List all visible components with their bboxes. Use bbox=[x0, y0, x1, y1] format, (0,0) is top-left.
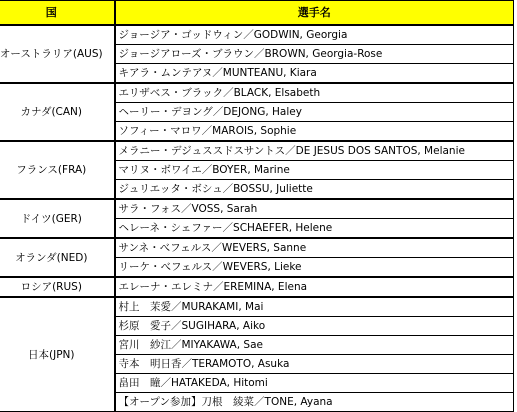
athlete-name-cell: エリザベス・ブラック／BLACK, Elsabeth bbox=[115, 83, 514, 103]
table-row bbox=[0, 297, 514, 317]
country-cell: ドイツ(GER) bbox=[0, 199, 115, 238]
country-cell: ロシア(RUS) bbox=[0, 277, 115, 297]
athlete-name-cell: サラ・フォス／VOSS, Sarah bbox=[115, 199, 514, 219]
athlete-name-cell: ジョージアローズ・ブラウン／BROWN, Georgia-Rose bbox=[115, 45, 514, 64]
athlete-name-cell: 寺本 明日香／TERAMOTO, Asuka bbox=[115, 355, 514, 374]
athlete-name-cell: マリヌ・ボワイエ／BOYER, Marine bbox=[115, 161, 514, 180]
athlete-name-cell: 宮川 紗江／MIYAKAWA, Sae bbox=[115, 336, 514, 355]
athlete-name-cell: ジュリエッタ・ボシュ／BOSSU, Juliette bbox=[115, 180, 514, 200]
athlete-name-cell: メラニー・デジュススドスサントス／DE JESUS DOS SANTOS, Melanie bbox=[115, 141, 514, 161]
country-cell: オーストラリア(AUS) bbox=[0, 25, 115, 83]
country-cell: フランス(FRA) bbox=[0, 141, 115, 199]
athlete-column-header: 選手名 bbox=[115, 1, 514, 26]
roster-body bbox=[0, 25, 514, 412]
table-row bbox=[0, 199, 514, 219]
athlete-name-cell: リーケ・べフェルス／WEVERS, Lieke bbox=[115, 258, 514, 278]
athlete-name-cell: 杉原 愛子／SUGIHARA, Aiko bbox=[115, 317, 514, 336]
table-row bbox=[0, 83, 514, 103]
athlete-name-cell: 村上 茉愛／MURAKAMI, Mai bbox=[115, 297, 514, 317]
athlete-name-cell: サンネ・べフェルス／WEVERS, Sanne bbox=[115, 238, 514, 258]
country-column-header: 国 bbox=[0, 1, 115, 26]
athlete-name-cell: ソフィー・マロワ／MAROIS, Sophie bbox=[115, 122, 514, 142]
athlete-name-cell: ヘレーネ・シェファー／SCHAEFER, Helene bbox=[115, 219, 514, 239]
athlete-name-cell: キアラ・ムンテアヌ／MUNTEANU, Kiara bbox=[115, 64, 514, 84]
athlete-name-cell: ヘーリー・デヨング／DEJONG, Haley bbox=[115, 103, 514, 122]
header-row bbox=[0, 1, 514, 26]
country-cell: 日本(JPN) bbox=[0, 297, 115, 412]
table-row bbox=[0, 25, 514, 45]
athlete-name-cell: 【オープン参加】刀根 綾菜／TONE, Ayana bbox=[115, 393, 514, 412]
table-row bbox=[0, 238, 514, 258]
country-cell: オランダ(NED) bbox=[0, 238, 115, 277]
athlete-name-cell: エレーナ・エレミナ／EREMINA, Elena bbox=[115, 277, 514, 297]
athlete-name-cell: 畠田 瞳／HATAKEDA, Hitomi bbox=[115, 374, 514, 393]
table-row bbox=[0, 141, 514, 161]
athlete-name-cell: ジョージア・ゴッドウィン／GODWIN, Georgia bbox=[115, 25, 514, 45]
country-cell: カナダ(CAN) bbox=[0, 83, 115, 141]
table-row bbox=[0, 277, 514, 297]
